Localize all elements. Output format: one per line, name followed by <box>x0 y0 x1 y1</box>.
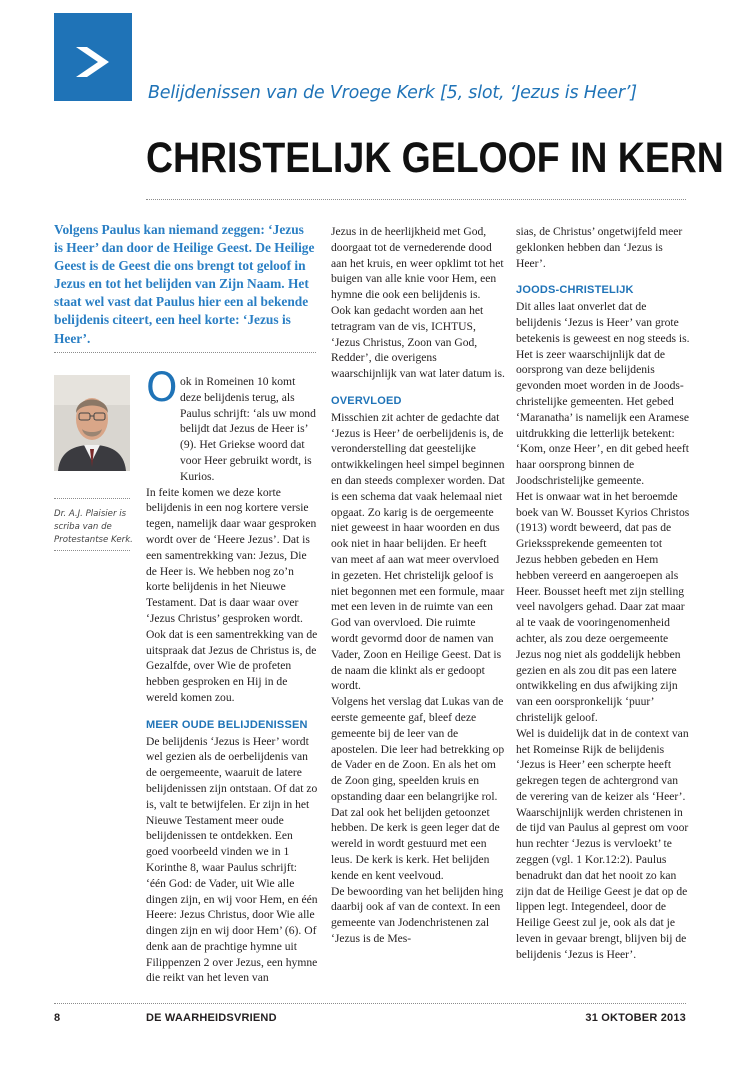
section-logo <box>54 13 132 101</box>
page-title: CHRISTELIJK GELOOF IN KERN <box>146 134 724 182</box>
body-paragraph: De belijdenis ‘Jezus is Heer’ wordt wel gezien als de oerbelijdenis van de oergemeente, waaruit de latere belijdenissen zijn ontstaan. Of dat zo is, valt te betwijfelen. Er zijn in het Nieuwe Testament meer oude belijdenissen te ontdekken. Een goed voorbeeld vinden we in 1 Korinthe 8, waar Paulus schrijft: ‘één God: de Vader, uit Wie alle dingen zijn, en wij voor Hem, en één Heere: Jezus Christus, door Wie alle dingen zijn en wij door Hem’ (6). Of denk aan de prachtige hymne uit Filippenzen 2 over Jezus, een hymne die reikt van het leven van <box>146 734 318 985</box>
body-paragraph: sias, de Christus’ ongetwijfeld meer geklonken hebben dan ‘Jezus is Heer’. <box>516 225 683 270</box>
issue-date: 31 OKTOBER 2013 <box>585 1012 686 1024</box>
subheading: JOODS-CHRISTELIJK <box>516 284 634 297</box>
body-paragraph: Jezus in de heerlijkheid met God, doorgaat tot de vernederende dood aan het kruis, en weer opklimt tot het buigen van alle knie voor Hem, een hymne die ook een belijdenis is. <box>331 225 504 302</box>
body-paragraph: Ook kan gedacht worden aan het tetragram van de vis, ICHTUS, ‘Jezus Christus, Zoon van God, Redder’, die overigens waarschijnlijk van wat later datum is. <box>331 303 505 381</box>
title-divider <box>146 199 686 200</box>
series-kicker: Belijdenissen van de Vroege Kerk [5, slot, ‘Jezus is Heer’] <box>148 83 637 103</box>
subheading: MEER OUDE BELIJDENISSEN <box>146 718 308 731</box>
intro-divider <box>54 352 316 353</box>
intro-paragraph: Volgens Paulus kan niemand zeggen: ‘Jezus is Heer’ dan door de Heilige Geest. De Heilige Geest is de Geest die ons brengt tot geloof in Jezus en tot het belijden van Zijn Naam. Het staat wel vast dat Paulus hier een al bekende belijdenis citeert, een heel korte: ‘Jezus is Heer’. <box>54 222 315 346</box>
subheading: OVERVLOED <box>331 394 402 407</box>
author-photo <box>54 375 130 471</box>
caption-divider-bottom <box>54 550 130 551</box>
body-paragraph: Misschien zit achter de gedachte dat ‘Jezus is Heer’ de oerbelijdenis is, de veronderstelling dat geestelijke ontwikkelingen heel simpel beginnen en dan steeds complexer worden. Dat is een schema dat vaak helemaal niet opgaat. Zo karig is de oergemeente niet geweest in haar woorden en dus ook niet in haar belijden. Er heeft van meet af aan wat meer overvloed in gezeten. Het christelijk geloof is niet begonnen met een formule, maar met een leven in de ruimte van een God van overvloed. Die ruimte wordt gevormd door de namen van Vader, Zoon en Heilige Geest. Dat is de naam die klinkt als er gedoopt wordt. <box>331 410 505 693</box>
body-paragraph: Volgens het verslag dat Lukas van de eerste gemeente gaf, bleef deze gemeente bij de leer van de apostelen. Die leer had betrekking op de Vader en de Zoon. En als het om de Zoon ging, speelden kruis en opstanding daar een belangrijke rol. Dat zal ook het belijden getoonzet hebben. De kerk is geen leger dat de wereld in wordt gestuurd met een leus. De kerk is kerk. Het belijden kende en kent veelvoud. <box>331 695 505 882</box>
publication-name: DE WAARHEIDSVRIEND <box>146 1012 277 1024</box>
body-paragraph: De bewoording van het belijden hing daarbij ook af van de context. In een gemeente van Jodenchristenen zal ‘Jezus is de Mes- <box>331 884 504 946</box>
article-column-3 <box>516 224 690 963</box>
drop-cap: O <box>146 365 178 411</box>
body-paragraph: Wel is duidelijk dat in de context van het Romeinse Rijk de belijdenis ‘Jezus is Heer’ een scherpte heeft gekregen tegen de achtergrond van de verering van de keizer als ‘Heer’. Waarschijnlijk werden christenen in de tijd van Paulus al geprest om voor hun rechter ‘Jezus is vervloekt’ te zeggen (vgl. 1 Kor.12:2). Paulus benadrukt dan dat het nooit zo kan zijn dat de Heilige Geest je dat op de lippen legt. Integendeel, door de Heilige Geest zul je, ook als dat je leven in gevaar brengt, blijven bij de belijdenis ‘Jezus is Heer’. <box>516 726 689 961</box>
body-paragraph: Dit alles laat onverlet dat de belijdenis ‘Jezus is Heer’ van grote betekenis is geweest en nog steeds is. Het is zeer waarschijnlijk dat de oorsprong van deze belijdenis gevonden moet worden in de Joods-christelijke gemeenten. Het gebed ‘Maranatha’ is namelijk een Aramese uitdrukking die letterlijk betekent: ‘Kom, onze Heer’, en dit gebed heeft haar oorsprong binnen de Joodschristelijke gemeente. <box>516 300 690 487</box>
body-paragraph: Het is onwaar wat in het beroemde boek van W. Bousset Kyrios Christos (1913) wordt beweerd, dat pas de Griekssprekende gemeenten tot Jezus hebben gebeden en Hem hebben vereerd en aangeroepen als Heer. Bousset heeft met zijn stelling veel navolgers gehad. Daar zat maar al te vaak de vooringenomenheid achter, als zou deze oergemeente Jezus nog niet als goddelijk hebben gezien en als zou dit pas een latere ontwikkeling en dus afwijking zijn van een oorspronkelijk ‘puur’ christelijk geloof. <box>516 489 690 724</box>
body-paragraph: In feite komen we deze korte belijdenis in een nog kortere versie tegen, namelijk daar waar gesproken wordt over de ‘Heere Jezus’. Dat is een samentrekking van: Jezus, Die de Heer is. We hebben nog zo’n korte belijdenis in het Nieuwe Testament. Dat is daar waar over ‘Jezus Christus’ gesproken wordt. Ook dat is een samentrekking van de uitspraak dat Jezus de Christus is, de Gezalfde, over Wie de profeten hebben gesproken en Hij in de wereld komen zou. <box>146 485 318 704</box>
article-column-1 <box>146 374 318 986</box>
footer-divider <box>54 1003 686 1004</box>
article-column-2 <box>331 224 505 947</box>
chevron-right-icon <box>54 13 132 101</box>
page-number: 8 <box>54 1012 61 1024</box>
caption-divider-top <box>54 498 130 499</box>
body-paragraph: ok in Romeinen 10 komt deze belijdenis terug, als Paulus schrijft: ‘als uw mond belijdt dat Jezus de Heer is’ (9). Het Griekse woord dat voor Heer gebruikt wordt, is Kurios. <box>180 375 316 483</box>
photo-caption: Dr. A.J. Plaisier is scriba van de Protestantse Kerk. <box>54 509 133 545</box>
